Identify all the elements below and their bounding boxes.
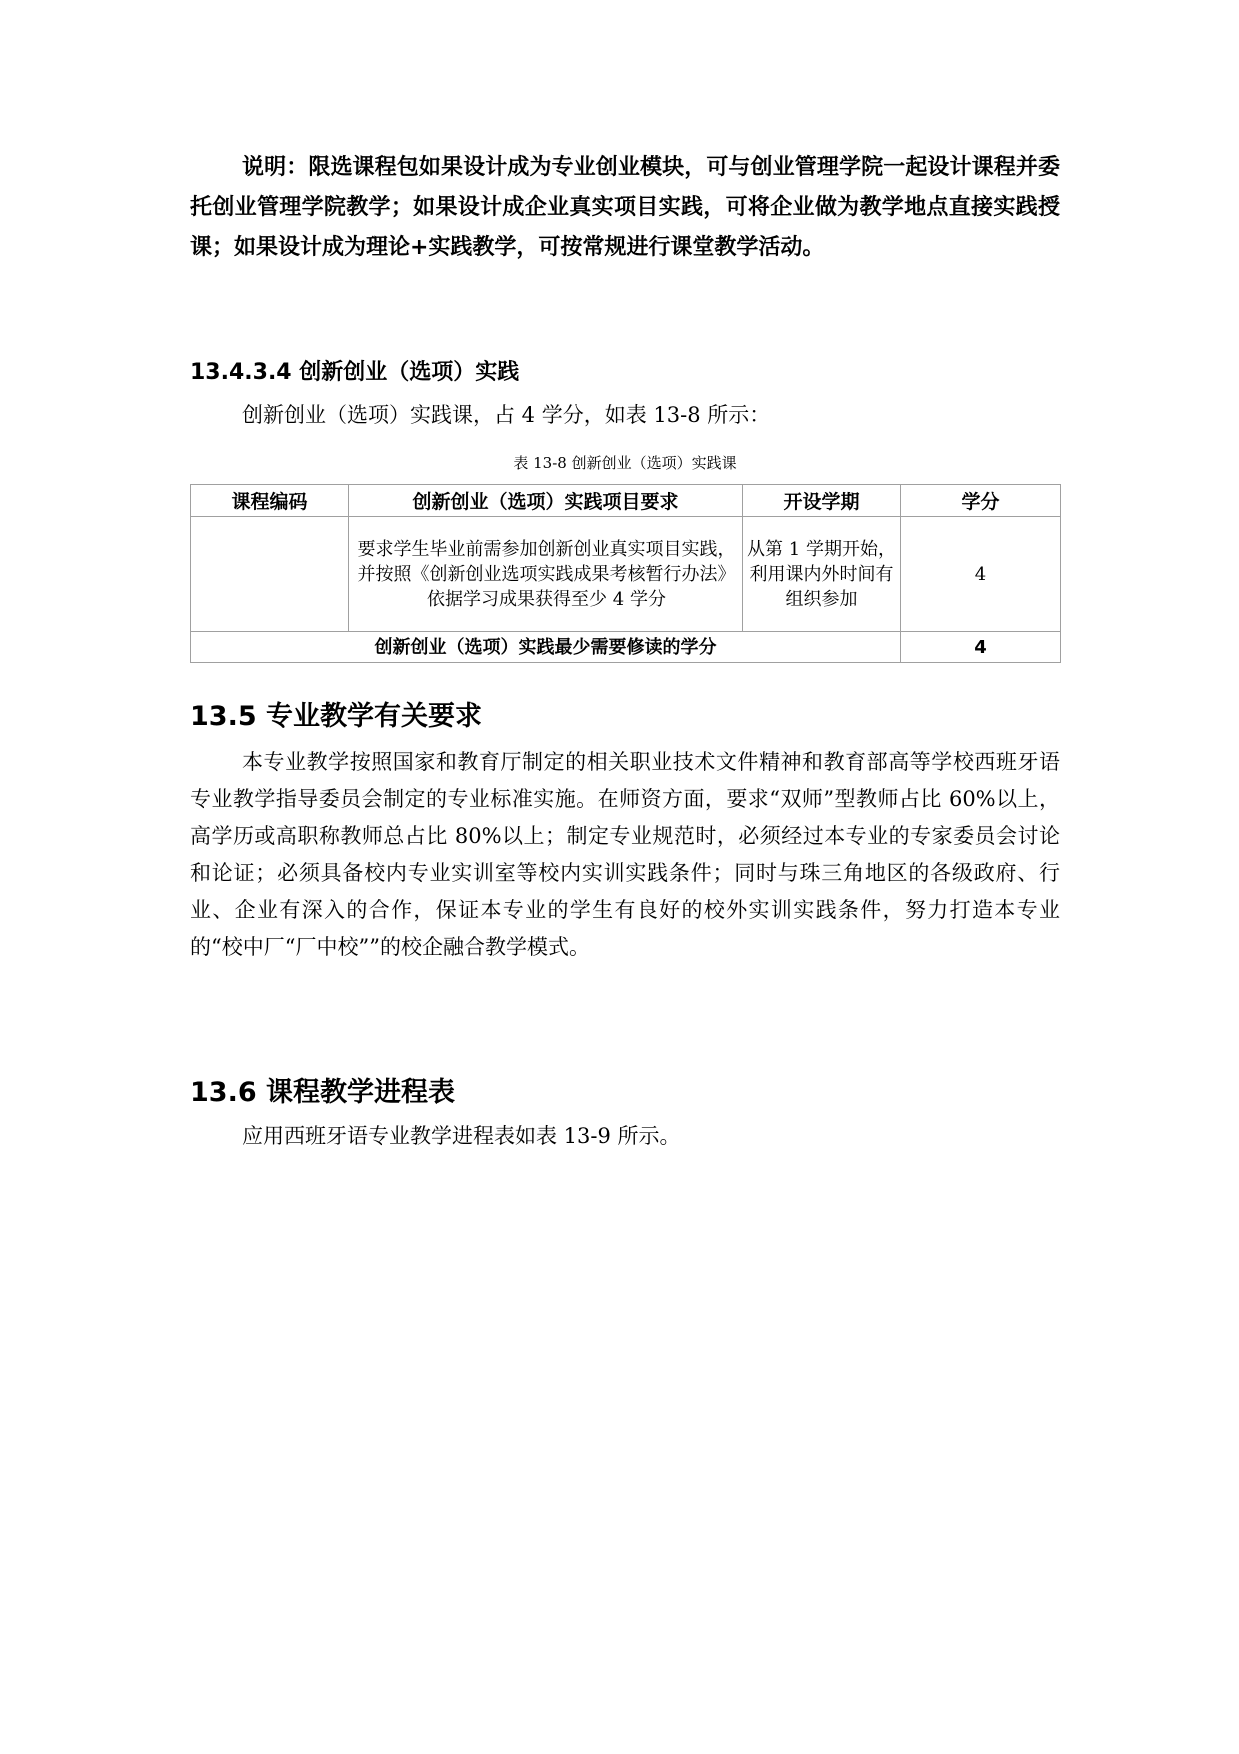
table-total-row xyxy=(191,632,1061,663)
section-13-6-body: 应用西班牙语专业教学进程表如表 13-9 所示。 xyxy=(242,1124,681,1148)
total-credits: 4 xyxy=(901,632,1061,663)
cell-semester: 从第 1 学期开始，利用课内外时间有组织参加 xyxy=(743,517,901,632)
header-course-code: 课程编码 xyxy=(191,485,349,517)
section-13-5-heading: 13.5 专业教学有关要求 xyxy=(190,701,483,732)
cell-course-code xyxy=(191,517,349,632)
note-paragraph: 说明：限选课程包如果设计成为专业创业模块，可与创业管理学院一起设计课程并委托创业管理学院教学；如果设计成企业真实项目实践，可将企业做为教学地点直接实践授课；如果设计成为理论+实践教学，可按常规进行课堂教学活动。 xyxy=(190,155,1060,260)
cell-credits: 4 xyxy=(901,517,1061,632)
section-13-6-heading: 13.6 课程教学进程表 xyxy=(190,1077,456,1108)
practice-credits-table xyxy=(190,484,1061,663)
cell-requirement: 要求学生毕业前需参加创新创业真实项目实践，并按照《创新创业选项实践成果考核暂行办法》依据学习成果获得至少 4 学分 xyxy=(349,517,743,632)
header-credits: 学分 xyxy=(901,485,1061,517)
table-caption: 表 13-8 创新创业（选项）实践课 xyxy=(513,454,737,472)
total-label: 创新创业（选项）实践最少需要修读的学分 xyxy=(191,632,901,663)
section-13-5-body: 本专业教学按照国家和教育厅制定的相关职业技术文件精神和教育部高等学校西班牙语专业教学指导委员会制定的专业标准实施。在师资方面，要求“双师”型教师占比 60%以上，高学历或高职称教师总占比 80%以上；制定专业规范时，必须经过本专业的专家委员会讨论和论证；必须具备校内专业实训室等校内实训实践条件；同时与珠三角地区的各级政府、行业、企业有深入的合作，保证本专业的学生有良好的校外实训实践条件，努力打造本专业的“校中厂“厂中校””的校企融合教学模式。 xyxy=(190,750,1060,959)
section-13-4-3-4-intro: 创新创业（选项）实践课，占 4 学分，如表 13-8 所示： xyxy=(242,403,771,427)
table-header-row xyxy=(191,485,1061,517)
section-13-4-3-4-heading: 13.4.3.4 创新创业（选项）实践 xyxy=(190,360,520,385)
header-requirement: 创新创业（选项）实践项目要求 xyxy=(349,485,743,517)
header-semester: 开设学期 xyxy=(743,485,901,517)
table-row xyxy=(191,517,1061,632)
